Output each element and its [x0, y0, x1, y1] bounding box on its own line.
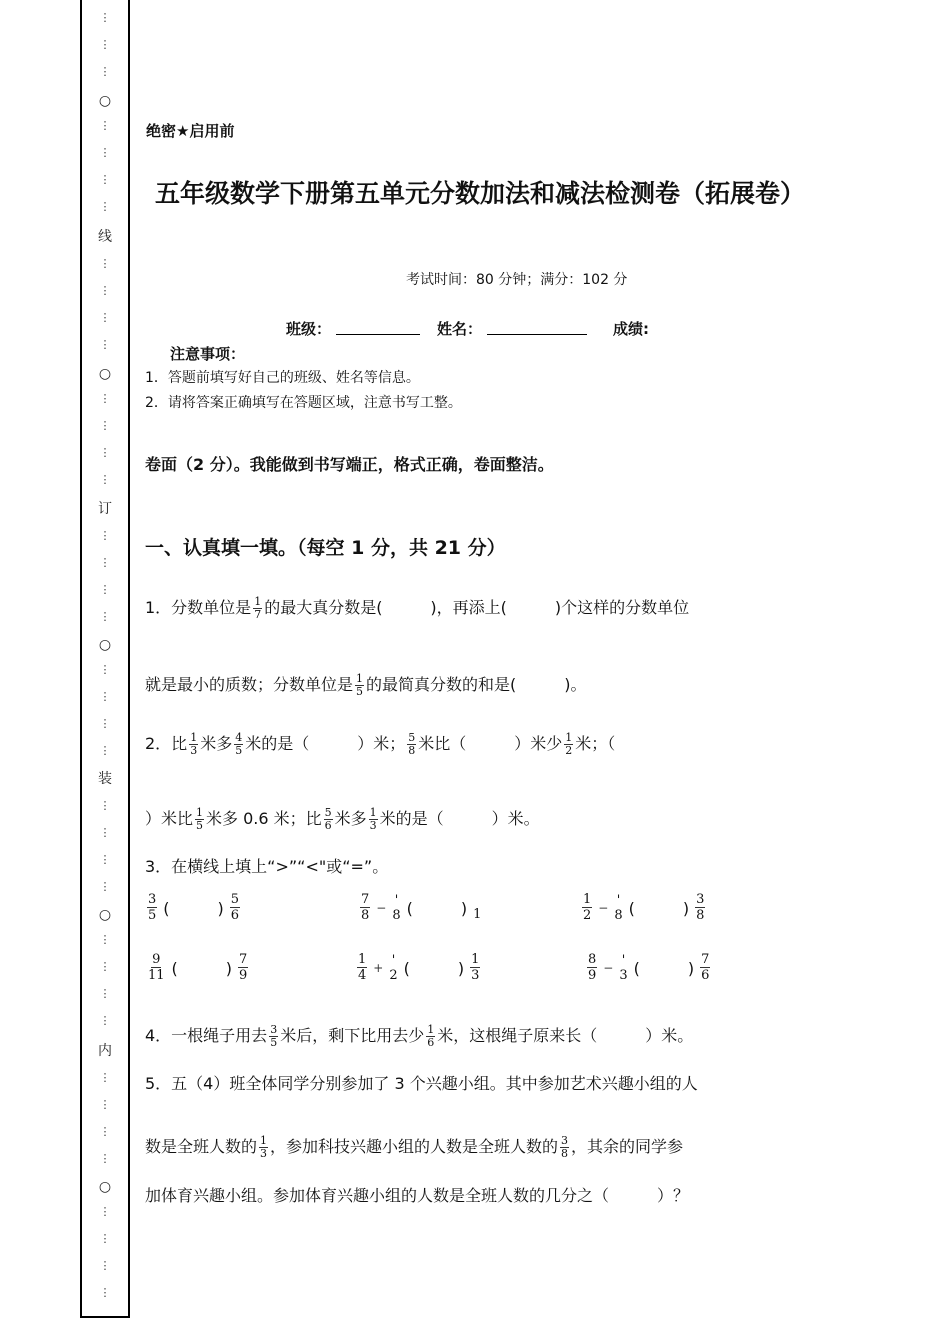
- exam-meta: 考试时间：80 分钟；满分：102 分: [406, 272, 628, 288]
- fraction: $\frac{3}{8}$: [561, 1134, 569, 1160]
- binding-label-nei: 内: [98, 1043, 112, 1059]
- question-2-line2: ）米比 $\frac{1}{5}$ 米多 0.6 米；比 $\frac{5}{6}$ 米多 $\frac{1}{3}$ 米的是（ ）米。: [145, 806, 540, 832]
- class-label: 班级：: [286, 320, 332, 338]
- section-title: 一、认真填一填。（每空 1 分，共 21 分）: [145, 537, 506, 559]
- page-title: 五年级数学下册第五单元分数加法和减法检测卷（拓展卷）: [154, 179, 805, 208]
- binding-dots: ⋮ ⋮ ⋮ ⋮: [99, 119, 111, 213]
- fraction: $\frac{1}{7}$: [254, 595, 262, 621]
- fraction: $\frac{1}{6}$: [427, 1023, 435, 1049]
- notice-item: 1．答题前填写好自己的班级、姓名等信息。: [145, 370, 420, 386]
- fraction: $\frac{3}{5}$: [270, 1023, 278, 1049]
- fraction: $\frac{1}{2}$: [565, 731, 573, 757]
- compare-item: $\frac{9}{11}$ ( ) $\frac{7}{9}$: [148, 952, 248, 983]
- name-field[interactable]: [487, 334, 587, 335]
- name-label: 姓名：: [437, 320, 483, 338]
- question-3-title: 3．在横线上填上“>”“<"或“=”。: [145, 857, 389, 876]
- question-4: 4．一根绳子用去 $\frac{3}{5}$ 米后，剩下比用去少 $\frac{1}{6}$ 米，这根绳子原来长（ ）米。: [145, 1023, 694, 1049]
- notice-item: 2．请将答案正确填写在答题区域，注意书写工整。: [145, 395, 462, 411]
- binding-margin: [80, 0, 130, 1318]
- compare-item: $\frac{1}{2}$ − ' 8 ( ) $\frac{3}{8}$: [583, 892, 705, 923]
- compare-item: $\frac{8}{9}$ − ' 3 ( ) $\frac{7}{6}$: [588, 952, 710, 983]
- fraction: $\frac{1}{3}$: [369, 806, 377, 832]
- compare-item: $\frac{1}{4}$ + ' 2 ( ) $\frac{1}{3}$: [358, 952, 480, 983]
- question-1-line2: 就是最小的质数；分数单位是 $\frac{1}{5}$ 的最简真分数的和是( )。: [145, 672, 587, 698]
- question-5-line2: 数是全班人数的 $\frac{1}{3}$ ，参加科技兴趣小组的人数是全班人数的 $\frac{3}{8}$ ，其余的同学参: [145, 1134, 684, 1160]
- question-5-line1: 5．五（4）班全体同学分别参加了 3 个兴趣小组。其中参加艺术兴趣小组的人: [145, 1074, 698, 1093]
- binding-dots: ⋮ ⋮ ⋮ ⋮: [99, 933, 111, 1027]
- answer-blank[interactable]: ( ): [403, 959, 465, 978]
- question-5-line3: 加体育兴趣小组。参加体育兴趣小组的人数是全班人数的几分之（ ）？: [145, 1186, 690, 1205]
- answer-blank[interactable]: ( ): [171, 959, 233, 978]
- binding-circle: ○: [98, 637, 112, 653]
- binding-dots: ⋮ ⋮ ⋮ ⋮: [99, 663, 111, 757]
- question-2-line1: 2．比 $\frac{1}{3}$ 米多 $\frac{4}{5}$ 米的是（ ）米； $\frac{5}{8}$ 米比（ ）米少 $\frac{1}{2}$ 米；（: [145, 731, 616, 757]
- binding-dots: ⋮ ⋮ ⋮ ⋮: [99, 1205, 111, 1299]
- notice-heading: 注意事项：: [170, 345, 246, 363]
- binding-circle: ○: [98, 907, 112, 923]
- binding-label-line: 线: [98, 229, 112, 245]
- fraction: $\frac{1}{5}$: [196, 806, 204, 832]
- binding-circle: ○: [98, 1179, 112, 1195]
- binding-label-zhuang: 装: [98, 771, 112, 787]
- binding-dots: ⋮ ⋮ ⋮ ⋮: [99, 1071, 111, 1165]
- answer-blank[interactable]: ( ): [633, 959, 695, 978]
- answer-blank[interactable]: ( ): [406, 899, 468, 918]
- fraction: $\frac{1}{5}$: [356, 672, 364, 698]
- compare-item: $\frac{3}{5}$ ( ) $\frac{5}{6}$: [148, 892, 240, 923]
- answer-blank[interactable]: ( ): [163, 899, 224, 918]
- confidential-label: 绝密★启用前: [146, 122, 235, 140]
- class-field[interactable]: [336, 334, 420, 335]
- binding-dots: ⋮ ⋮ ⋮ ⋮: [99, 529, 111, 623]
- binding-label-ding: 订: [98, 501, 112, 517]
- fraction: $\frac{1}{3}$: [260, 1134, 268, 1160]
- fraction: $\frac{5}{8}$: [408, 731, 416, 757]
- binding-dots: ⋮ ⋮ ⋮: [99, 11, 111, 78]
- neatness-note: 卷面（2 分）。我能做到书写端正，格式正确，卷面整洁。: [145, 455, 554, 474]
- fraction: $\frac{1}{3}$: [190, 731, 198, 757]
- binding-dots: ⋮ ⋮ ⋮ ⋮: [99, 257, 111, 351]
- fraction: $\frac{5}{6}$: [324, 806, 332, 832]
- compare-item: $\frac{7}{8}$ − ' 8 ( ) 1: [361, 892, 482, 923]
- binding-circle: ○: [98, 366, 112, 382]
- binding-circle: ○: [98, 93, 112, 109]
- answer-blank[interactable]: ( ): [628, 899, 690, 918]
- question-1-line1: 1．分数单位是 $\frac{1}{7}$ 的最大真分数是( )，再添上( )个这样的分数单位: [145, 595, 690, 621]
- binding-dots: ⋮ ⋮ ⋮ ⋮: [99, 799, 111, 893]
- fraction: $\frac{4}{5}$: [235, 731, 243, 757]
- binding-dots: ⋮ ⋮ ⋮ ⋮: [99, 392, 111, 486]
- score-label: 成绩:: [613, 320, 649, 338]
